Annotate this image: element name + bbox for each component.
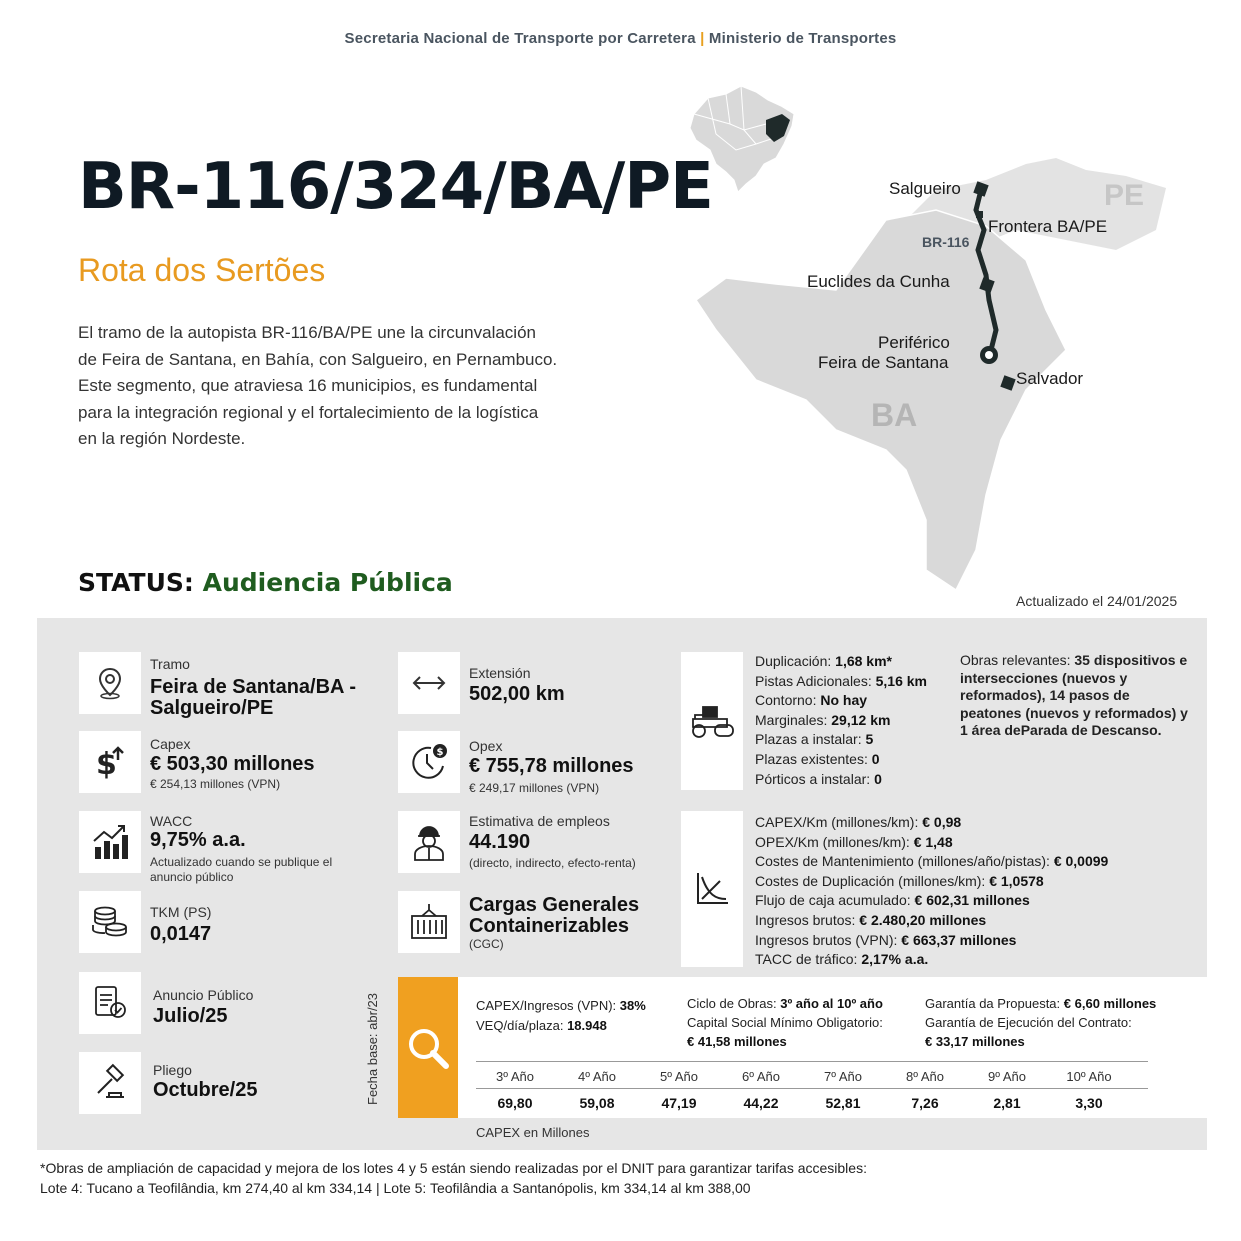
graph-icon-box — [681, 811, 743, 967]
road-roller-icon — [687, 703, 737, 739]
wacc-label: WACC — [150, 813, 193, 829]
empleos-value: 44.190 — [469, 831, 531, 853]
finance-line: OPEX/Km (millones/km): € 1,48 — [755, 833, 953, 850]
obras-line: Contorno: No hay — [755, 692, 868, 709]
bar-chart-up-icon — [79, 811, 141, 873]
frontera-marker — [976, 211, 983, 218]
worker-helmet-icon — [398, 811, 460, 873]
cargas-value: Cargas Generales Containerizables — [469, 894, 640, 937]
opex-note: € 249,17 millones (VPN) — [469, 781, 600, 795]
value-cell: 59,08 — [579, 1095, 615, 1111]
obras-line: Pistas Adicionales: 5,16 km — [755, 672, 927, 689]
table-mid-rule — [476, 1088, 1148, 1089]
year-cell: 10º Año — [1066, 1069, 1112, 1084]
pliego-value: Octubre/25 — [153, 1079, 258, 1101]
capex-years-row — [474, 1069, 1130, 1084]
obras-relevantes-value: 35 dispositivos e intersecciones (nuevos y reformados), 14 pasos de peatones (nuevos y reformados) y 1 área deParada de Descanso. — [960, 652, 1188, 739]
capex-value: € 503,30 millones — [150, 753, 315, 775]
wacc-value: 9,75% a.a. — [150, 829, 246, 851]
obras-line: Plazas a instalar: 5 — [755, 731, 874, 748]
tramo-value: Feira de Santana/BA - Salgueiro/PE — [150, 676, 356, 719]
year-cell: 7º Año — [823, 1069, 862, 1084]
year-cell: 5º Año — [659, 1069, 698, 1084]
location-pin-icon — [79, 652, 141, 714]
value-cell: 3,30 — [1075, 1095, 1103, 1111]
clock-dollar-icon — [398, 731, 460, 793]
obras-list — [755, 652, 927, 789]
year-cell: 3º Año — [495, 1069, 534, 1084]
status-value: Audiencia Pública — [202, 568, 453, 597]
finance-line: TACC de tráfico: 2,17% a.a. — [755, 951, 929, 968]
city-salvador: Salvador — [1016, 369, 1084, 388]
city-salgueiro: Salgueiro — [889, 179, 961, 198]
page-title: BR-116/324/BA/PE — [78, 150, 713, 224]
cargas-note: (CGC) — [469, 937, 504, 951]
opex-label: Opex — [469, 738, 503, 754]
document-check-icon — [79, 972, 141, 1034]
tkm-label: TKM (PS) — [150, 904, 212, 920]
fecha-base: Fecha base: abr/23 — [365, 992, 380, 1105]
coins-icon — [79, 891, 141, 953]
description: El tramo de la autopista BR-116/BA/PE une la circunvalación de Feira de Santana, en Bahía, con Salgueiro, en Pernambuco. Este segmento, que atraviesa 16 municipios, es fundamental para la integración regional y el fortalecimiento de la logística en la región Nordeste. — [78, 323, 558, 448]
header-separator: | — [700, 30, 705, 47]
anuncio-value: Julio/25 — [153, 1005, 228, 1027]
gavel-icon — [79, 1052, 141, 1114]
value-cell: 52,81 — [825, 1095, 861, 1111]
header-right: Ministerio de Transportes — [708, 30, 897, 47]
updated-date: Actualizado el 24/01/2025 — [1016, 593, 1178, 609]
status-label: STATUS: — [78, 568, 194, 597]
tramo-label: Tramo — [150, 656, 190, 672]
wacc-note: Actualizado cuando se publique el anuncio público — [150, 855, 333, 884]
ministry-header — [0, 30, 1241, 47]
summary-col1: CAPEX/Ingresos (VPN): 38% VEQ/día/plaza: 18.948 — [476, 998, 646, 1033]
city-euclides: Euclides da Cunha — [807, 272, 950, 291]
status-line — [78, 568, 453, 597]
header-left: Secretaria Nacional de Transporte por Carretera — [344, 30, 696, 47]
year-cell: 6º Año — [741, 1069, 780, 1084]
value-cell: 47,19 — [661, 1095, 697, 1111]
finance-line: Costes de Mantenimiento (millones/año/pistas): € 0,0099 — [755, 853, 1109, 870]
footnote-line2: Lote 4: Tucano a Teofilândia, km 274,40 al km 334,14 | Lote 5: Teofilândia a Santanópolis, km 334,14 al km 388,00 — [40, 1180, 751, 1196]
obras-line: Plazas existentes: 0 — [755, 750, 880, 767]
summary-col2: Ciclo de Obras: 3º año al 10º año Capital Social Mínimo Obligatorio: € 41,58 millones — [687, 996, 883, 1049]
summary-col3: Garantía da Propuesta: € 6,60 millones Garantía de Ejecución del Contrato: € 33,17 millones — [925, 996, 1157, 1049]
footnote-line1: *Obras de ampliación de capacidad y mejora de los lotes 4 y 5 están siendo realizadas por el DNIT para garantizar tarifas accesibles: — [40, 1160, 867, 1176]
finance-line: Flujo de caja acumulado: € 602,31 millones — [755, 892, 1030, 909]
road-label: BR-116 — [922, 234, 970, 250]
dollar-up-icon — [79, 731, 141, 793]
finance-line: Costes de Duplicación (millones/km): € 1,0578 — [755, 872, 1044, 889]
finance-line: CAPEX/Km (millones/km): € 0,98 — [755, 814, 962, 830]
year-cell: 9º Año — [987, 1069, 1026, 1084]
route-map — [686, 150, 1206, 595]
finance-list — [755, 813, 1108, 970]
capex-note: € 254,13 millones (VPN) — [150, 777, 281, 791]
svg-text:$: $ — [96, 747, 117, 780]
magnifier-icon — [406, 1026, 450, 1070]
footnote — [40, 1158, 867, 1198]
anuncio-label: Anuncio Público — [153, 987, 254, 1003]
finance-line: Ingresos brutos (VPN): € 663,37 millones — [755, 931, 1017, 948]
axis-graph-icon — [694, 871, 730, 907]
obras-relevantes — [960, 652, 1192, 740]
value-cell: 69,80 — [497, 1095, 533, 1111]
city-frontera: Frontera BA/PE — [988, 217, 1108, 236]
tkm-value: 0,0147 — [150, 923, 212, 945]
city-periferico: Periférico — [878, 333, 950, 352]
capex-caption: CAPEX en Millones — [476, 1125, 590, 1140]
capex-values-row — [474, 1095, 1130, 1111]
state-pe-label: PE — [1104, 179, 1145, 212]
value-cell: 44,22 — [743, 1095, 779, 1111]
obras-line: Marginales: 29,12 km — [755, 711, 891, 728]
page-subtitle: Rota dos Sertões — [78, 252, 326, 288]
obras-relevantes-label: Obras relevantes: — [960, 652, 1071, 668]
empleos-note: (directo, indirecto, efecto-renta) — [469, 856, 636, 870]
value-cell: 2,81 — [993, 1095, 1021, 1111]
value-cell: 7,26 — [911, 1095, 939, 1111]
roller-icon-box — [681, 652, 743, 790]
year-cell: 8º Año — [905, 1069, 944, 1084]
table-top-rule — [476, 1061, 1148, 1062]
container-icon — [398, 891, 460, 953]
city-feira: Feira de Santana — [818, 353, 949, 372]
year-cell: 4º Año — [577, 1069, 616, 1084]
obras-line: Pórticos a instalar: 0 — [755, 770, 882, 787]
search-icon-box — [398, 977, 458, 1118]
svg-text:$: $ — [436, 747, 444, 758]
capex-label: Capex — [150, 736, 191, 752]
finance-line: Ingresos brutos: € 2.480,20 millones — [755, 911, 987, 928]
state-ba-label: BA — [871, 397, 918, 433]
empleos-label: Estimativa de empleos — [469, 813, 610, 829]
double-arrow-icon — [398, 652, 460, 714]
pliego-label: Pliego — [153, 1062, 192, 1078]
obras-line: Duplicación: 1,68 km* — [755, 653, 892, 669]
extension-label: Extensión — [469, 665, 531, 681]
extension-value: 502,00 km — [469, 683, 565, 705]
opex-value: € 755,78 millones — [469, 755, 634, 777]
